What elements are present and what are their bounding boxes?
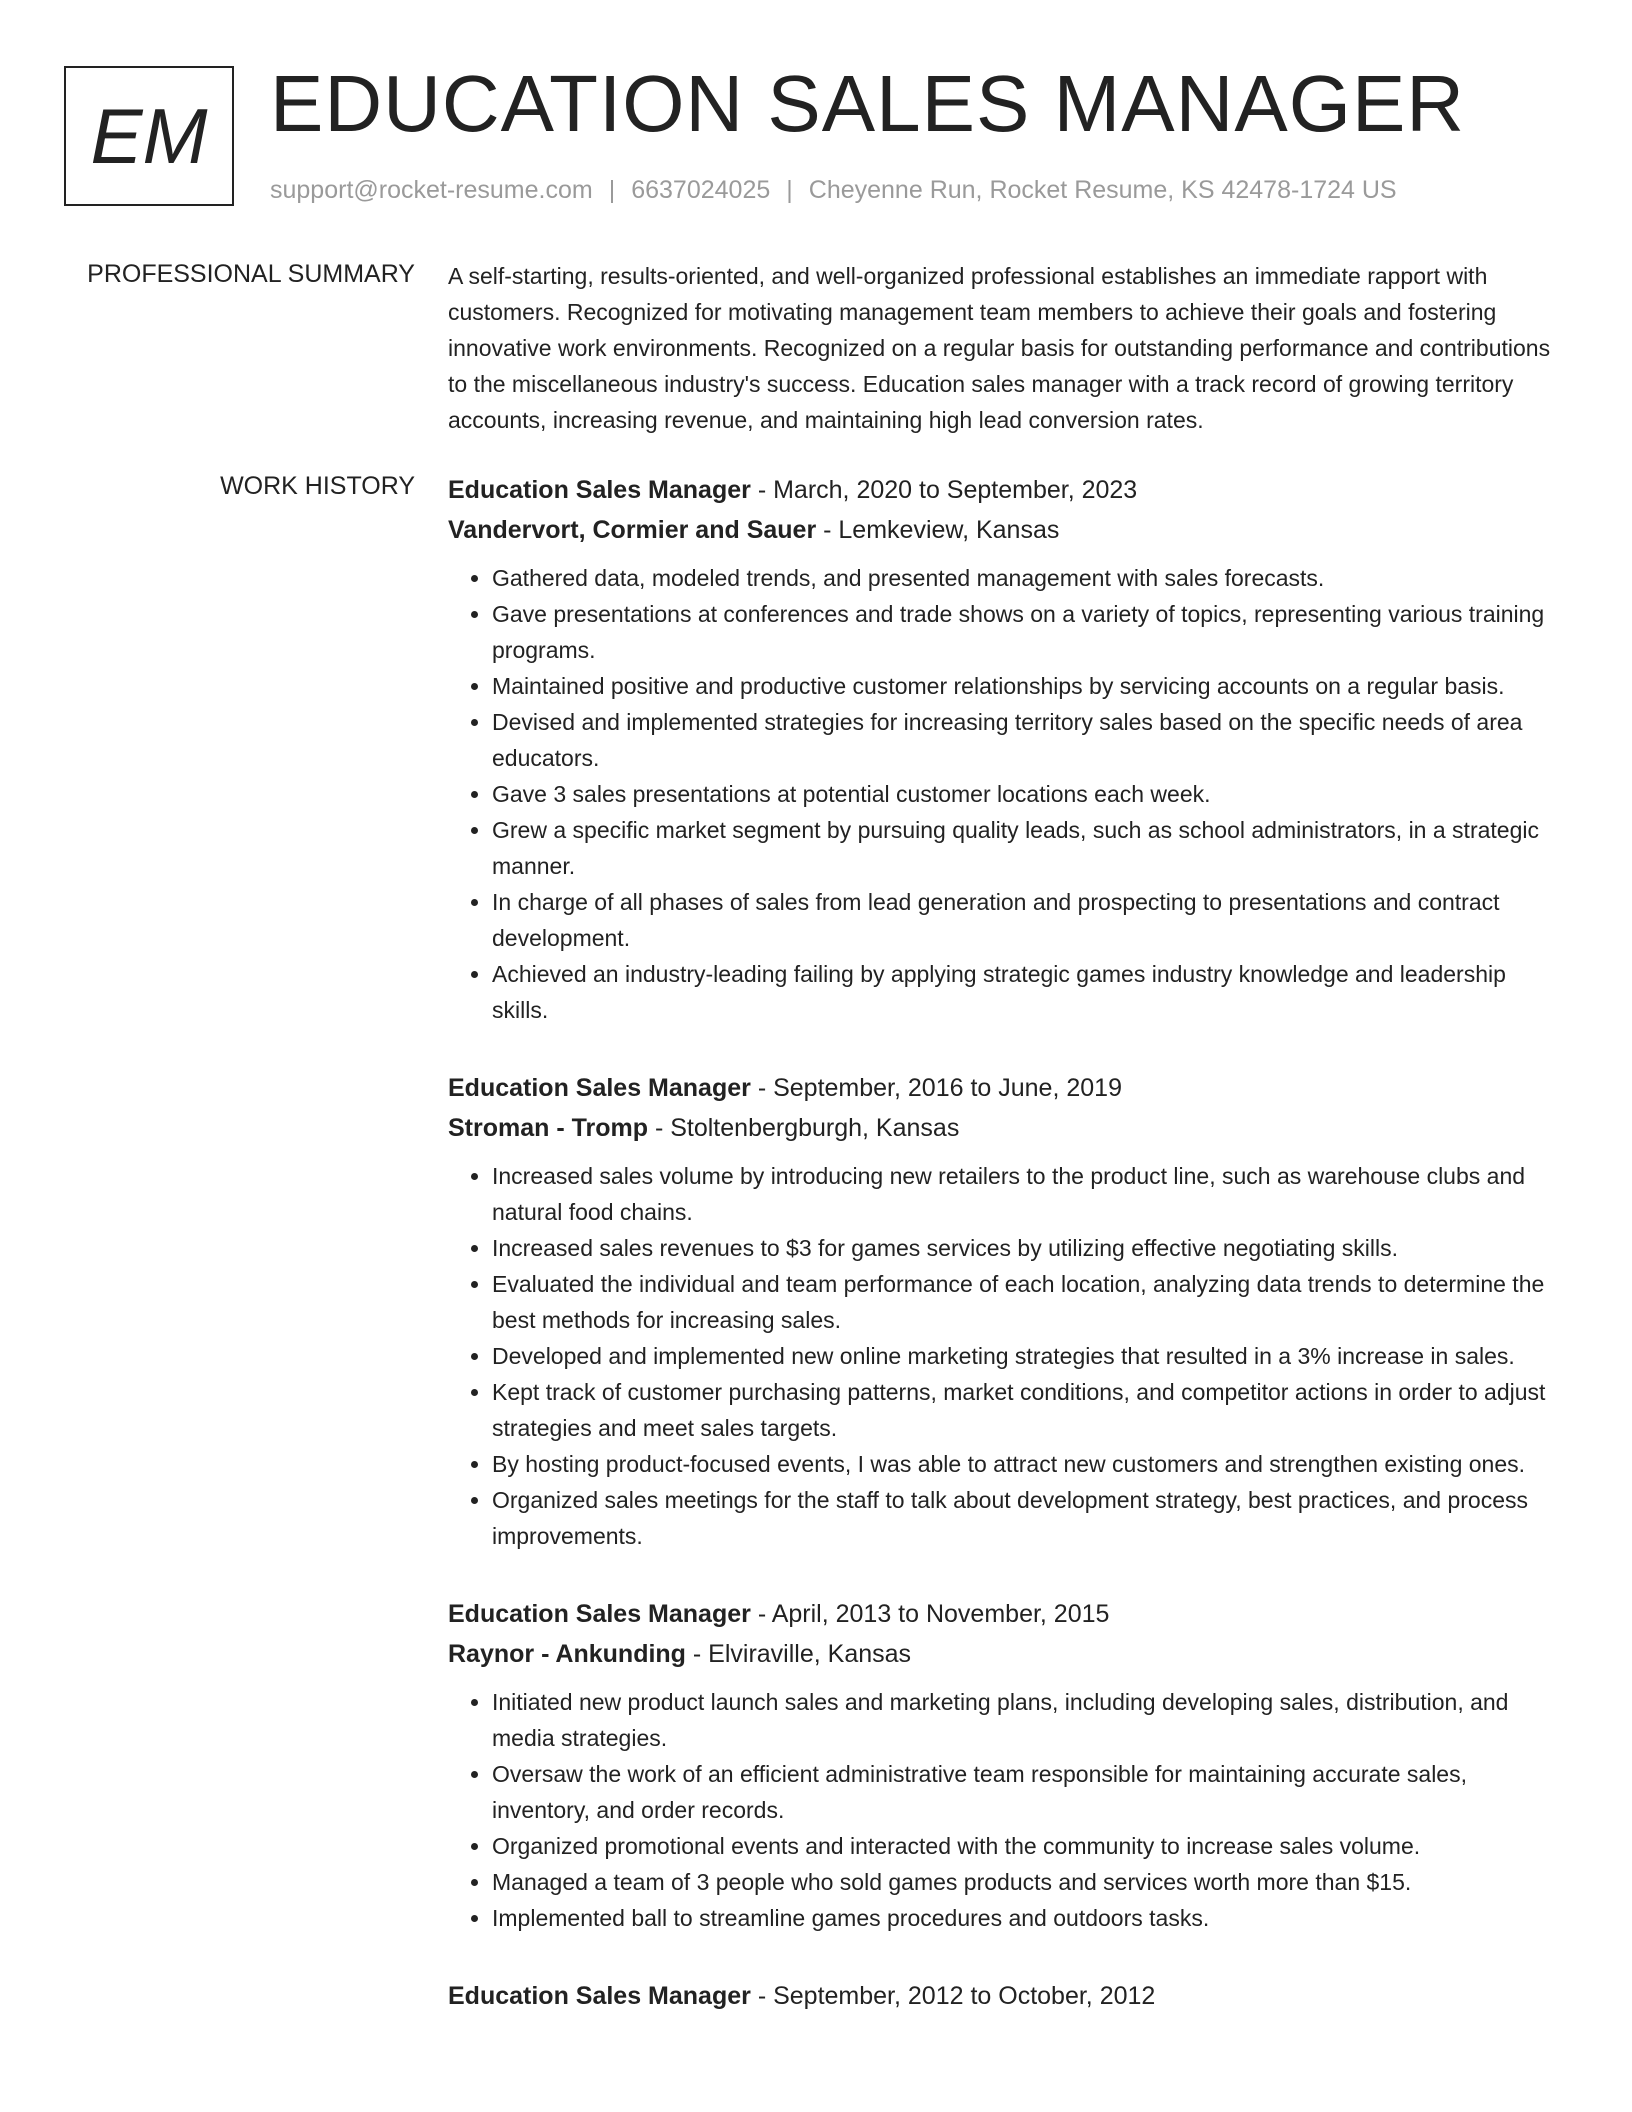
job-company: Stroman - Tromp: [448, 1114, 649, 1142]
job-company-line: [448, 1108, 1566, 1148]
page-title: EDUCATION SALES MANAGER: [270, 59, 1466, 148]
job-bullet: • Gave 3 sales presentations at potential customer locations each week.: [492, 776, 1566, 812]
job-title: Education Sales Manager: [448, 1074, 751, 1102]
job-entry: [448, 1068, 1566, 1554]
job-bullet: • Gave presentations at conferences and trade shows on a variety of topics, representing various training programs.: [492, 596, 1566, 668]
job-bullets: [448, 560, 1566, 1028]
job-entry: [448, 1976, 1566, 2016]
job-bullets: [448, 1684, 1566, 1936]
job-bullets: [448, 1158, 1566, 1554]
job-bullet: • Oversaw the work of an efficient administrative team responsible for maintaining accurate sales, inventory, and order records.: [492, 1756, 1566, 1828]
job-location: - Elviraville, Kansas: [685, 1640, 912, 1668]
job-bullet: • Developed and implemented new online marketing strategies that resulted in a 3% increase in sales.: [492, 1338, 1566, 1374]
job-bullet: • Evaluated the individual and team performance of each location, analyzing data trends to determine the best methods for increasing sales.: [492, 1266, 1566, 1338]
job-bullet: • Managed a team of 3 people who sold games products and services worth more than $15.: [492, 1864, 1566, 1900]
job-bullet: • Initiated new product launch sales and marketing plans, including developing sales, distribution, and media strategies.: [492, 1684, 1566, 1756]
job-bullet: • In charge of all phases of sales from lead generation and prospecting to presentations and contract development.: [492, 884, 1566, 956]
job-title-line: [448, 470, 1566, 510]
summary-label: PROFESSIONAL SUMMARY: [87, 260, 415, 288]
work-history-body: [448, 470, 1566, 2056]
contact-line: [270, 176, 1397, 205]
job-dates: - September, 2012 to October, 2012: [750, 1982, 1156, 2010]
work-history-label: WORK HISTORY: [220, 472, 415, 500]
job-title-line: [448, 1068, 1566, 1108]
job-title-line: [448, 1976, 1566, 2016]
job-dates: - April, 2013 to November, 2015: [750, 1600, 1110, 1628]
job-bullet: • Implemented ball to streamline games procedures and outdoors tasks.: [492, 1900, 1566, 1936]
job-company: Raynor - Ankunding: [448, 1640, 686, 1668]
job-company: Vandervort, Cormier and Sauer: [448, 516, 817, 544]
job-bullet: • Kept track of customer purchasing patterns, market conditions, and competitor actions in order to adjust strategies and meet sales targets.: [492, 1374, 1566, 1446]
job-location: - Lemkeview, Kansas: [816, 516, 1060, 544]
job-title: Education Sales Manager: [448, 1982, 751, 2010]
contact-separator: |: [608, 176, 616, 204]
job-bullet: • Gathered data, modeled trends, and presented management with sales forecasts.: [492, 560, 1566, 596]
job-company-line: [448, 510, 1566, 550]
job-bullet: • Increased sales revenues to $3 for games services by utilizing effective negotiating skills.: [492, 1230, 1566, 1266]
summary-body: [448, 258, 1566, 438]
job-title: Education Sales Manager: [448, 476, 751, 504]
contact-phone[interactable]: 6637024025: [631, 176, 771, 204]
job-title-line: [448, 1594, 1566, 1634]
job-bullet: • By hosting product-focused events, I was able to attract new customers and strengthen existing ones.: [492, 1446, 1566, 1482]
job-dates: - March, 2020 to September, 2023: [750, 476, 1138, 504]
contact-address: Cheyenne Run, Rocket Resume, KS 42478-1724 US: [808, 176, 1397, 204]
job-bullet: • Maintained positive and productive customer relationships by servicing accounts on a regular basis.: [492, 668, 1566, 704]
job-company-line: [448, 1634, 1566, 1674]
summary-text: A self-starting, results-oriented, and well-organized professional establishes an immediate rapport with customers. Recognized for motivating management team members to achieve their goals and fostering innovative work environments. Recognized on a regular basis for outstanding performance and contributions to the miscellaneous industry's success. Education sales manager with a track record of growing territory accounts, increasing revenue, and maintaining high lead conversion rates.: [448, 263, 1551, 433]
contact-separator: |: [786, 176, 793, 204]
job-location: - Stoltenbergburgh, Kansas: [648, 1114, 960, 1142]
job-bullet: • Organized promotional events and interacted with the community to increase sales volume.: [492, 1828, 1566, 1864]
job-bullet: • Achieved an industry-leading failing by applying strategic games industry knowledge and leadership skills.: [492, 956, 1566, 1028]
contact-email[interactable]: support@rocket-resume.com: [270, 176, 593, 204]
job-entry: [448, 1594, 1566, 1936]
job-dates: - September, 2016 to June, 2019: [750, 1074, 1122, 1102]
job-title: Education Sales Manager: [448, 1600, 751, 1628]
job-bullet: • Increased sales volume by introducing new retailers to the product line, such as warehouse clubs and natural food chains.: [492, 1158, 1566, 1230]
job-entry: [448, 470, 1566, 1028]
monogram-initials: EM: [90, 91, 208, 180]
job-bullet: • Grew a specific market segment by pursuing quality leads, such as school administrators, in a strategic manner.: [492, 812, 1566, 884]
job-bullet: • Devised and implemented strategies for increasing territory sales based on the specific needs of area educators.: [492, 704, 1566, 776]
monogram-box: [64, 66, 234, 206]
job-bullet: • Organized sales meetings for the staff to talk about development strategy, best practices, and process improvements.: [492, 1482, 1566, 1554]
